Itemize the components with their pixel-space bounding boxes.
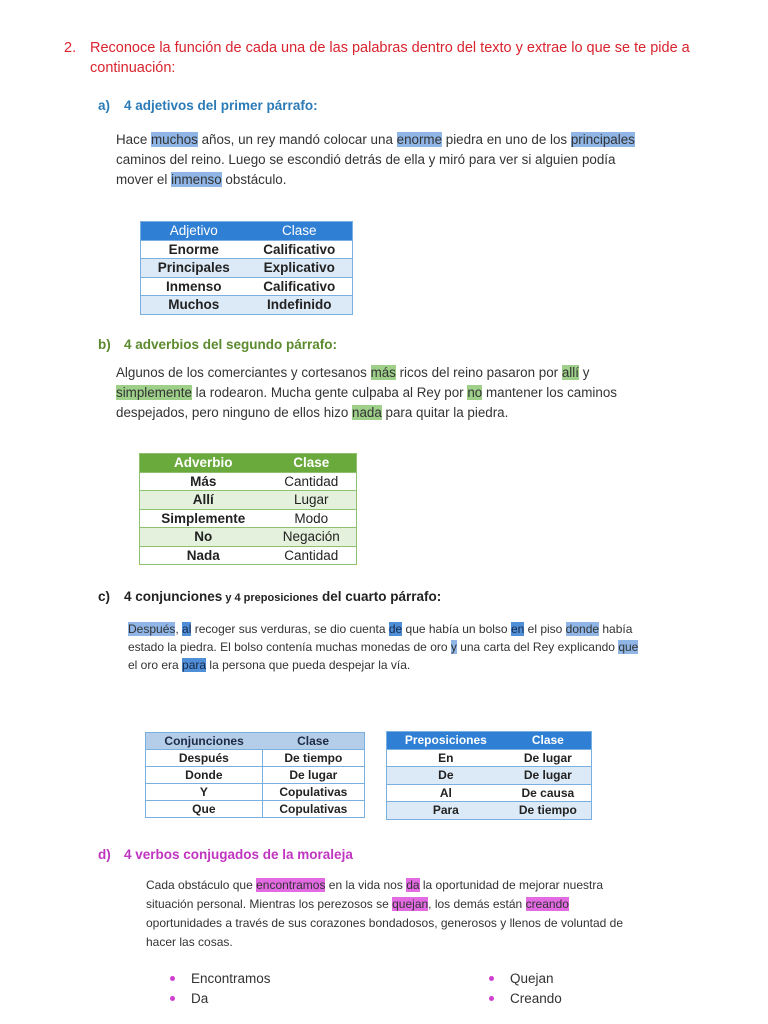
highlighted-word: en [510, 622, 525, 636]
table-row [140, 528, 357, 547]
text-run: años, un rey mandó colocar una [197, 132, 397, 147]
table-cell: Explicativo [247, 259, 353, 278]
text-run: ricos del reino pasaron por [395, 365, 562, 380]
list-item-label: Creando [510, 991, 562, 1006]
section-c-heading [98, 589, 441, 604]
table-cell: De tiempo [505, 802, 592, 820]
column-header: Clase [262, 733, 364, 750]
text-run: la rodearon. Mucha gente culpaba al Rey por [191, 385, 468, 400]
preposition-table [386, 731, 592, 820]
table-cell: De tiempo [262, 750, 364, 767]
highlighted-word: inmenso [171, 172, 222, 187]
table-row [140, 546, 357, 565]
text-run: , [175, 622, 183, 636]
column-header: Adverbio [140, 454, 267, 473]
table-cell: Para [387, 802, 505, 820]
section-a-letter: a) [98, 98, 111, 113]
highlighted-word: allí [561, 365, 579, 380]
section-b-letter: b) [98, 337, 111, 352]
table-header-row [387, 732, 592, 750]
table-row [140, 509, 357, 528]
section-d-paragraph [146, 876, 646, 952]
table-row [387, 767, 592, 785]
table-cell: Más [140, 472, 267, 491]
list-item [489, 969, 562, 989]
text-run: mantener los caminos despejados, pero ninguno de ellos hizo [116, 385, 617, 420]
verb-list-right [489, 969, 562, 1009]
table-cell: Cantidad [267, 472, 357, 491]
highlighted-word: Después [128, 622, 176, 636]
table-cell: Copulativas [262, 784, 364, 801]
column-header: Adjetivo [141, 222, 247, 241]
section-c-title-part1: 4 conjunciones [124, 589, 223, 604]
table-header-row [141, 222, 353, 241]
highlighted-word: creando [525, 897, 569, 911]
highlighted-word: principales [570, 132, 635, 147]
table-cell: Y [146, 784, 263, 801]
list-item-label: Encontramos [191, 971, 271, 986]
table-cell: De [387, 767, 505, 785]
section-b-paragraph [116, 363, 656, 423]
table-row [387, 802, 592, 820]
text-run: en la vida nos [325, 878, 407, 892]
column-header: Clase [267, 454, 357, 473]
highlighted-word: no [467, 385, 483, 400]
text-run: el piso [524, 622, 566, 636]
table-cell: De lugar [262, 767, 364, 784]
section-b-heading [98, 337, 337, 352]
text-run: una carta del Rey explicando [456, 640, 619, 654]
question-number: 2. [64, 40, 77, 56]
table-cell: Copulativas [262, 801, 364, 818]
section-d-letter: d) [98, 847, 111, 862]
text-run: que había un bolso [402, 622, 511, 636]
table-cell: Después [146, 750, 263, 767]
table-cell: Lugar [267, 491, 357, 510]
table-row [140, 491, 357, 510]
text-run: Hace [116, 132, 151, 147]
highlighted-word: simplemente [116, 385, 192, 400]
table-cell: Calificativo [247, 240, 353, 259]
list-item-label: Da [191, 991, 209, 1006]
text-run: , los demás están [428, 897, 526, 911]
table-row [146, 750, 365, 767]
bullet-icon [489, 976, 494, 981]
highlighted-word: quejan [392, 897, 429, 911]
text-run: obstáculo. [221, 172, 287, 187]
highlighted-word: de [388, 622, 403, 636]
table-cell: Muchos [141, 296, 247, 315]
list-item-label: Quejan [510, 971, 554, 986]
table-cell: Principales [141, 259, 247, 278]
section-d-heading [98, 847, 353, 862]
section-d-title: 4 verbos conjugados de la moraleja [124, 847, 353, 862]
section-a-heading [98, 98, 318, 113]
table-row [141, 259, 353, 278]
text-run: piedra en uno de los [442, 132, 571, 147]
text-run: oportunidades a través de sus corazones bondadosos, generosos y llenos de voluntad de hacer las cosas. [146, 916, 623, 949]
highlighted-word: para [182, 658, 207, 672]
section-c-letter: c) [98, 589, 111, 604]
table-cell: Que [146, 801, 263, 818]
section-b-title: 4 adverbios del segundo párrafo: [124, 337, 338, 352]
highlighted-word: más [370, 365, 396, 380]
highlighted-word: nada [352, 405, 382, 420]
section-a-paragraph [116, 130, 646, 190]
table-row [146, 801, 365, 818]
table-cell: Modo [267, 509, 357, 528]
adjective-table [140, 221, 353, 315]
highlighted-word: al [182, 622, 192, 636]
column-header: Clase [505, 732, 592, 750]
highlighted-word: encontramos [256, 878, 326, 892]
table-cell: En [387, 749, 505, 767]
text-run: el oro era [128, 658, 183, 672]
table-cell: De causa [505, 784, 592, 802]
text-run: Cada obstáculo que [146, 878, 257, 892]
text-run: recoger sus verduras, se dio cuenta [191, 622, 389, 636]
text-run: la oportunidad de mejorar nuestra situación personal. Mientras los perezosos se [146, 878, 603, 911]
bullet-icon [489, 996, 494, 1001]
highlighted-word: donde [565, 622, 600, 636]
verb-list-left [170, 969, 271, 1009]
column-header: Preposiciones [387, 732, 505, 750]
adverb-table [139, 453, 357, 565]
table-row [146, 784, 365, 801]
table-cell: Cantidad [267, 546, 357, 565]
list-item [170, 969, 271, 989]
table-cell: Simplemente [140, 509, 267, 528]
column-header: Conjunciones [146, 733, 263, 750]
highlighted-word: da [406, 878, 420, 892]
highlighted-word: y [450, 640, 457, 654]
table-cell: Donde [146, 767, 263, 784]
table-row [141, 296, 353, 315]
table-cell: Calificativo [247, 277, 353, 296]
table-row [387, 749, 592, 767]
text-run: Algunos de los comerciantes y cortesanos [116, 365, 371, 380]
highlighted-word: que [618, 640, 639, 654]
list-item [170, 989, 271, 1009]
table-header-row [146, 733, 365, 750]
text-run: la persona que pueda despejar la vía. [206, 658, 411, 672]
conjunction-table [145, 732, 365, 818]
text-run: y [578, 365, 590, 380]
text-run: para quitar la piedra. [381, 405, 509, 420]
table-row [141, 277, 353, 296]
bullet-icon [170, 976, 175, 981]
text-run: caminos del reino. Luego se escondió detrás de ella y miró para ver si alguien podía mover el [116, 152, 616, 187]
list-item [489, 989, 562, 1009]
bullet-icon [170, 996, 175, 1001]
table-row [141, 240, 353, 259]
column-header: Clase [247, 222, 353, 241]
highlighted-word: muchos [150, 132, 198, 147]
table-cell: Negación [267, 528, 357, 547]
table-header-row [140, 454, 357, 473]
table-row [387, 784, 592, 802]
section-c-title-part3: del cuarto párrafo: [318, 589, 442, 604]
table-cell: Allí [140, 491, 267, 510]
table-row [146, 767, 365, 784]
table-cell: Al [387, 784, 505, 802]
table-cell: De lugar [505, 749, 592, 767]
table-cell: Enorme [141, 240, 247, 259]
highlighted-word: enorme [396, 132, 443, 147]
table-row [140, 472, 357, 491]
section-c-title-part2: y 4 preposiciones [222, 592, 319, 604]
table-cell: De lugar [505, 767, 592, 785]
question-text: Reconoce la función de cada una de las palabras dentro del texto y extrae lo que se te pide a continuación: [90, 40, 690, 76]
section-c-paragraph [128, 620, 648, 674]
text-run: había estado la piedra. El bolso contenía muchas monedas de oro [128, 622, 633, 654]
table-cell: Indefinido [247, 296, 353, 315]
table-cell: Nada [140, 546, 267, 565]
table-cell: Inmenso [141, 277, 247, 296]
section-a-title: 4 adjetivos del primer párrafo: [124, 98, 318, 113]
table-cell: No [140, 528, 267, 547]
